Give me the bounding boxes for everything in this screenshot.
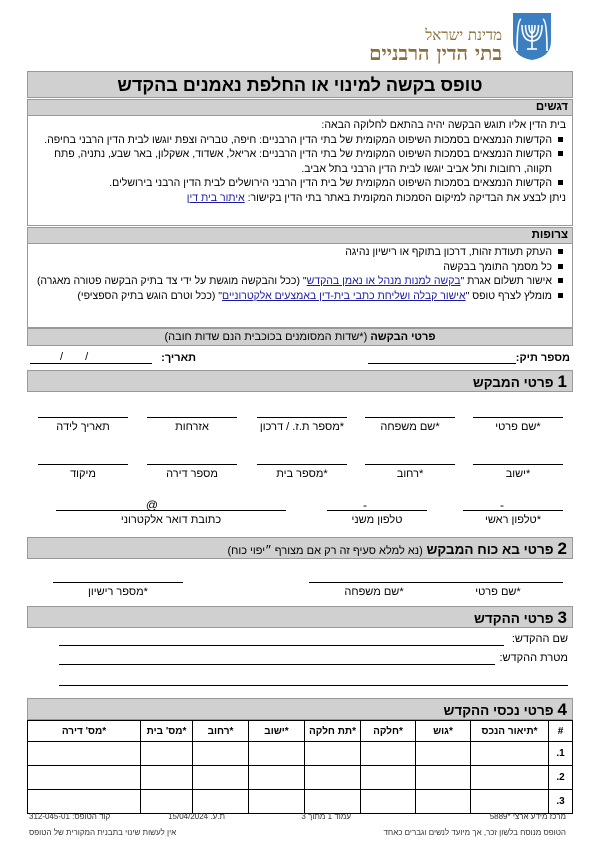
attachment-electronic-pre: מומלץ לצרף טופס " [465,289,552,302]
zip-code-label: מיקוד [70,468,96,480]
asset-cell-input[interactable] [28,742,141,766]
endowment-section-bar [27,606,573,628]
street-input[interactable] [365,464,455,465]
asset-cell-input[interactable] [361,790,416,814]
email-input[interactable] [56,510,286,511]
attachment-item-id: העתק תעודת זהות, דרכון בתוקף או רישיון נהיגה [32,245,566,260]
assets-column-header: *גוש [416,721,471,742]
emphasis-box [27,116,573,226]
citizenship-input[interactable] [147,417,237,418]
asset-cell-input[interactable] [249,790,305,814]
assets-header-row [28,721,573,742]
asset-cell-input[interactable] [471,766,549,790]
attachment-fee-post: " (ככל והבקשה מוגשת על ידי צד בתיק הבקשה פטורה מאגרה) [36,275,307,287]
emphasis-bullet: הקדשות הנמצאים בסמכות השיפוט המקומית של בתי הדין הרבניים: אריאל, אשדוד, אשקלון, באר שבע, נתניה, פתח תקווה, רחובות ותל אביב יוגשו לבית הדין הרבני בתל אביב. [32,147,566,176]
assets-body [28,742,573,814]
date-slashes: / / [60,351,89,363]
case-number-input[interactable] [368,363,516,364]
emphasis-bullet: הקדשות הנמצאים בסמכות השיפוט המקומית של בתי הדין הרבניים: חיפה, טבריה וצפת יוגשו לבית הדין הרבני בחיפה. [32,133,566,148]
first-name-label: *שם פרטי [495,421,541,433]
row-number: 2. [549,766,573,790]
citizenship-label: אזרחות [175,421,209,433]
row-number: 1. [549,742,573,766]
attachments-list [32,245,566,303]
main-phone-dash: - [500,498,504,512]
assets-column-header: *רחוב [193,721,249,742]
asset-cell-input[interactable] [141,742,193,766]
asset-cell-input[interactable] [361,742,416,766]
attorney-last-name-label: *שם משפחה [344,586,404,598]
attachment-item-docs: כל מסמך התומך בבקשה [32,260,566,275]
endowment-purpose-label: מטרת ההקדש: [499,652,568,664]
footer-page: עמוד 1 מתוך 3 [301,812,351,821]
city-input[interactable] [473,464,563,465]
asset-cell-input[interactable] [471,790,549,814]
asset-cell-input[interactable] [28,790,141,814]
id-number-input[interactable] [257,417,347,418]
asset-cell-input[interactable] [193,742,249,766]
attachment-item-fee [32,274,566,289]
state-emblem-icon [511,11,553,61]
attachments-heading: צרופות [27,227,573,244]
table-row [28,790,573,814]
asset-cell-input[interactable] [28,766,141,790]
attorney-section-bar [27,537,573,559]
request-details-bar [27,328,573,346]
emphasis-intro: בית הדין אליו תוגש הבקשה יהיה בהתאם לחלוקה הבאה: [321,119,566,131]
asset-cell-input[interactable] [471,742,549,766]
attachment-item-electronic [32,289,566,304]
table-row [28,742,573,766]
house-number-input[interactable] [257,464,347,465]
electronic-form-link[interactable]: אישור קבלה ושליחת כתבי בית-דין באמצעים אלקטרוניים [222,289,466,302]
court-locator-link[interactable]: איתור בית דין [186,191,245,204]
attorney-first-name-label: *שם פרטי [475,586,521,598]
date-input[interactable] [30,363,152,364]
assets-column-header: *ישוב [249,721,305,742]
endowment-section-heading: פרטי ההקדש [474,611,554,626]
secondary-phone-input[interactable] [327,510,427,511]
birth-date-input[interactable] [38,417,128,418]
request-details-note: (*שדות המסומנים בכוכבית הנם שדות חובה) [164,331,368,343]
asset-cell-input[interactable] [416,742,471,766]
date-label: תאריך: [161,352,196,364]
case-number-label: מספר תיק: [515,352,570,364]
asset-cell-input[interactable] [361,766,416,790]
applicant-section-number: 1 [557,372,567,391]
id-number-label: *מספר ת.ז. / דרכון [259,421,345,433]
state-name: מדינת ישראל [425,26,502,44]
asset-cell-input[interactable] [305,766,361,790]
endowment-name-label: שם ההקדש: [511,633,568,645]
assets-section-heading: פרטי נכסי ההקדש [443,703,554,718]
footer-gender-note: הטופס מנוסח בלשון זכר, אך מיועד לנשים וגברים כאחד [383,828,566,837]
email-label: כתובת דואר אלקטרוני [120,514,222,526]
attachment-electronic-post: " (ככל וטרם הוגש בתיק הספציפי) [77,289,223,302]
email-at-sign: @ [145,498,158,512]
assets-section-bar [27,698,573,720]
emphasis-check [32,191,566,206]
attachment-fee-pre: אישור תשלום אגרת " [460,275,552,287]
attorney-section-heading: פרטי בא כוח המבקש [426,542,554,557]
table-row [28,766,573,790]
secondary-phone-dash: - [363,498,367,512]
secondary-phone-label: טלפון משני [351,514,403,526]
endowment-section-number: 3 [557,608,567,627]
applicant-section-bar [27,370,573,392]
request-details-heading: פרטי הבקשה [370,331,436,343]
assets-section-number: 4 [557,700,567,719]
asset-cell-input[interactable] [193,790,249,814]
form-title: טופס בקשה למינוי או החלפת נאמנים בהקדש [27,71,573,98]
apartment-number-input[interactable] [147,464,237,465]
court-name: בתי הדין הרבניים [369,41,502,65]
attorney-first-name-input[interactable] [433,582,563,583]
footer-info-center: מרכז מידע ארצי *5889 [489,812,566,821]
assets-column-header: *תת חלקה [305,721,361,742]
apartment-number-label: מספר דירה [166,468,218,480]
asset-cell-input[interactable] [249,766,305,790]
attachments-box [27,244,573,328]
attorney-last-name-input[interactable] [309,582,439,583]
attorney-section-note: (נא למלא סעיף זה רק אם מצורף ״יפוי כוח) [227,545,423,557]
asset-cell-input[interactable] [416,790,471,814]
asset-cell-input[interactable] [305,742,361,766]
endowment-name-input[interactable] [59,645,504,646]
first-name-input[interactable] [473,417,563,418]
assets-column-header: *חלקה [361,721,416,742]
street-label: *רחוב [396,468,424,480]
footer-form-code: קוד הטופס: 312-045-01 [29,812,111,821]
row-number: 3. [549,790,573,814]
fee-link[interactable]: בקשה למנות מנהל או נאמן בהקדש [306,275,461,287]
main-phone-label: *טלפון ראשי [485,514,541,526]
footer-tu: ת.ע. 15/04/2024 [168,812,225,821]
asset-cell-input[interactable] [141,790,193,814]
emphasis-heading: דגשים [27,99,573,116]
attorney-section-number: 2 [557,539,567,558]
applicant-section-heading: פרטי המבקש [472,375,554,390]
last-name-input[interactable] [365,417,455,418]
asset-cell-input[interactable] [305,790,361,814]
footer-no-change-note: אין לעשות שינוי בתבנית המקורית של הטופס [29,828,177,837]
attorney-license-label: *מספר רישיון [88,586,148,598]
assets-column-header: *מס' דירה [28,721,141,742]
last-name-label: *שם משפחה [380,421,440,433]
asset-cell-input[interactable] [141,766,193,790]
house-number-label: *מספר בית [276,468,328,480]
asset-cell-input[interactable] [416,766,471,790]
emphasis-bullet: הקדשות הנמצאים בסמכות השיפוט המקומית של בית הדין הרבני הירושלים לבית הדין הרבני בירושלים. [32,176,566,191]
asset-cell-input[interactable] [249,742,305,766]
endowment-purpose-input-line2[interactable] [59,685,568,686]
asset-cell-input[interactable] [193,766,249,790]
attorney-license-input[interactable] [53,582,183,583]
assets-table [27,720,573,814]
assets-column-header: # [549,721,573,742]
assets-column-header: *מס' בית [141,721,193,742]
assets-column-header: *תיאור הנכס [471,721,549,742]
zip-code-input[interactable] [38,464,128,465]
emphasis-list [32,133,566,191]
main-phone-input[interactable] [463,510,563,511]
birth-date-label: תאריך לידה [56,421,110,433]
emphasis-check-text: ניתן לבצע את הבדיקה למיקום הסמכות המקומית באתר בתי הדין בקישור: [247,191,566,204]
endowment-purpose-input[interactable] [59,664,495,665]
city-label: *ישוב [505,468,531,480]
